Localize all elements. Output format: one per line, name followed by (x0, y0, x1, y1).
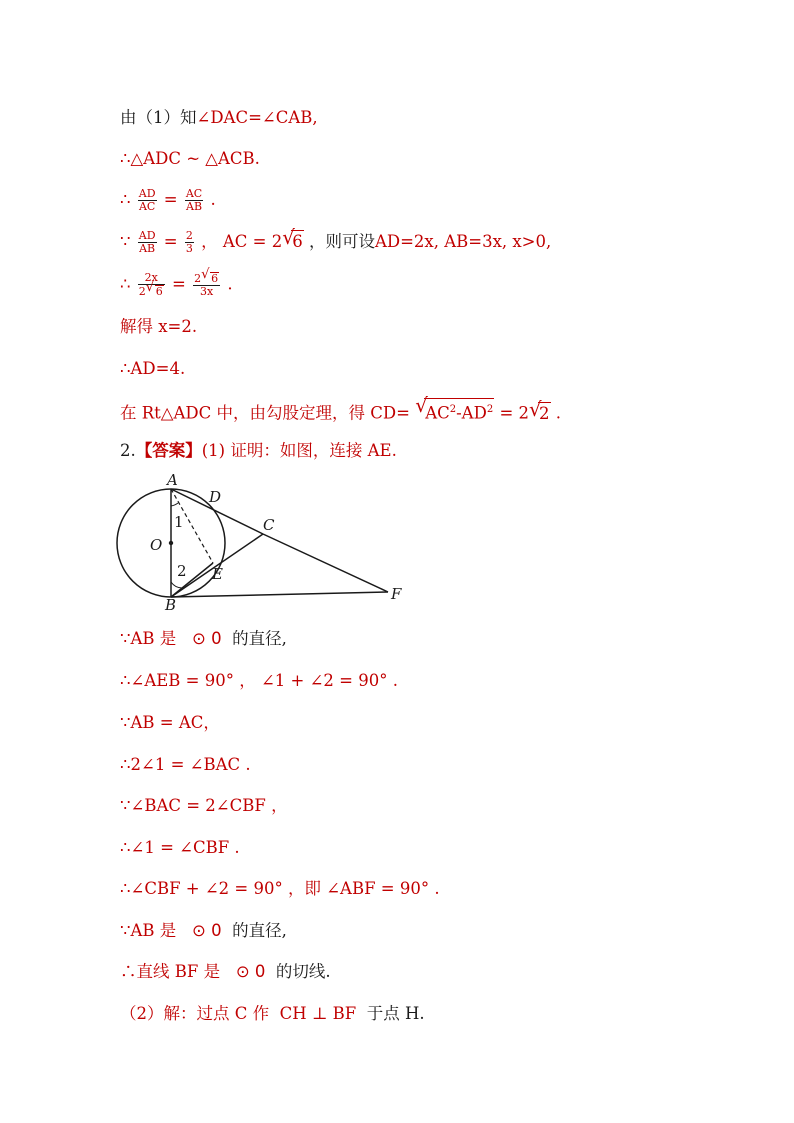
fraction-2-3: $\frac{2}{3}$ (185, 229, 193, 255)
line-5 (120, 267, 233, 298)
l19-b: CH ⊥ BF (279, 1004, 357, 1023)
therefore-symbol: ∴ (120, 274, 131, 294)
circle-o-symbol: ⊙ 0 (235, 962, 266, 981)
label-angle-2: 2 (177, 562, 187, 580)
because-symbol: ∵ (120, 713, 131, 732)
fraction-ad-ab: $\frac{AD}{AB}$ (138, 229, 156, 255)
l4-post2: AD=2x, AB=3x, x>0, (374, 232, 552, 251)
center-point (169, 541, 173, 545)
line-13 (120, 754, 251, 776)
line-16 (120, 878, 440, 900)
l7-text: AD=4. (130, 359, 186, 378)
l1-pre: 由（1）知 (120, 108, 197, 127)
period: . (210, 190, 216, 209)
line-4 (120, 226, 552, 255)
label-f: F (391, 585, 402, 603)
fraction-2x: 2x 2 √ 6 (138, 271, 163, 298)
l14-text: ∠BAC = 2∠CBF ， (130, 796, 288, 815)
therefore-symbol: ∴ (120, 838, 131, 857)
segment-bf (171, 592, 388, 597)
l18-c: 的切线. (275, 962, 331, 981)
l16-b: ∠ABF = 90° . (326, 879, 440, 898)
label-e: E (212, 565, 223, 583)
fraction-ac-ab: $\frac{AC}{AB}$ (185, 187, 203, 213)
l12-text: AB = AC， (130, 713, 220, 732)
line-1 (120, 107, 318, 129)
l19-c: 于点 H. (366, 1004, 425, 1023)
label-c: C (263, 516, 275, 534)
therefore-symbol: ∴ (120, 359, 131, 378)
line-2 (120, 148, 260, 170)
line-18 (120, 961, 331, 983)
line-19 (120, 1003, 425, 1025)
label-d: D (209, 488, 222, 506)
geometry-figure (115, 470, 415, 615)
line-6 (120, 316, 197, 338)
therefore-symbol: ∴ (120, 190, 131, 209)
period: . (227, 274, 233, 294)
angle-1-arc (171, 503, 178, 506)
l11-text: ∠AEB = 90° ， ∠1 + ∠2 = 90° . (130, 671, 398, 690)
l10-c: 的直径, (232, 629, 287, 648)
label-o: O (150, 536, 163, 554)
l13-text: 2∠1 = ∠BAC . (130, 755, 251, 774)
l1-expr: ∠DAC=∠CAB, (196, 108, 318, 127)
sqrt-6: √ 6 (282, 226, 303, 251)
line-12 (120, 712, 220, 734)
l17-a: AB 是 (130, 921, 177, 940)
fraction-2sqrt6-3x: 2 √ 6 3x (194, 267, 219, 298)
line-8 (120, 394, 562, 425)
sqrt-2: √ 2 (529, 397, 550, 423)
because-symbol: ∵ (120, 921, 131, 940)
l6-text: 解得 x=2. (120, 317, 198, 336)
l18-a: 直线 BF 是 (136, 962, 221, 981)
because-symbol: ∵ (120, 629, 131, 648)
l17-c: 的直径, (232, 921, 287, 940)
line-9 (120, 440, 397, 462)
label-b: B (165, 596, 177, 614)
because-symbol: ∵ (120, 796, 131, 815)
equals: = (163, 232, 178, 251)
line-14 (120, 795, 288, 817)
sqrt-ac2-ad2: √ $AC^2-AD^2$ (415, 394, 494, 423)
circle-o-symbol: ⊙ 0 (192, 629, 222, 648)
therefore-symbol: ∴ (120, 755, 131, 774)
label-a: A (167, 471, 178, 489)
l16-a: ∠CBF + ∠2 = 90° ，即 (130, 879, 321, 898)
therefore-symbol: ∴ (120, 879, 131, 898)
question-number: 2. (120, 441, 136, 460)
line-15 (120, 837, 240, 859)
line-11 (120, 670, 398, 692)
because-symbol: ∵ (120, 232, 131, 251)
l8-pre: 在 Rt△ADC 中，由勾股定理，得 CD= (120, 403, 410, 423)
angle-2-arc (171, 582, 182, 588)
line-10 (120, 628, 287, 650)
l2-expr: △ADC ~ △ACB. (130, 149, 260, 168)
l15-text: ∠1 = ∠CBF . (130, 838, 240, 857)
therefore-symbol: ∴ (120, 149, 131, 168)
l10-a: AB 是 (130, 629, 177, 648)
l4-mid: ， AC = 2 (201, 232, 283, 251)
line-17 (120, 920, 287, 942)
line-3 (120, 188, 216, 213)
circle-o-symbol: ⊙ 0 (192, 921, 222, 940)
l4-post: ，则可设 (308, 232, 375, 251)
period: . (555, 403, 562, 423)
equals: = 2 (499, 403, 530, 423)
l9-text: (1) 证明：如图，连接 AE. (201, 441, 397, 460)
equals: = (172, 274, 186, 294)
label-angle-1: 1 (174, 513, 184, 531)
segment-cf (263, 534, 388, 592)
answer-tag: 【答案】 (135, 441, 202, 460)
line-7 (120, 358, 185, 380)
therefore-symbol: ∴ (120, 962, 137, 981)
fraction-ad-ac: $\frac{AD}{AC}$ (138, 187, 156, 213)
therefore-symbol: ∴ (120, 671, 131, 690)
l19-a: （2）解：过点 C 作 (120, 1004, 270, 1023)
equals: = (163, 190, 178, 209)
